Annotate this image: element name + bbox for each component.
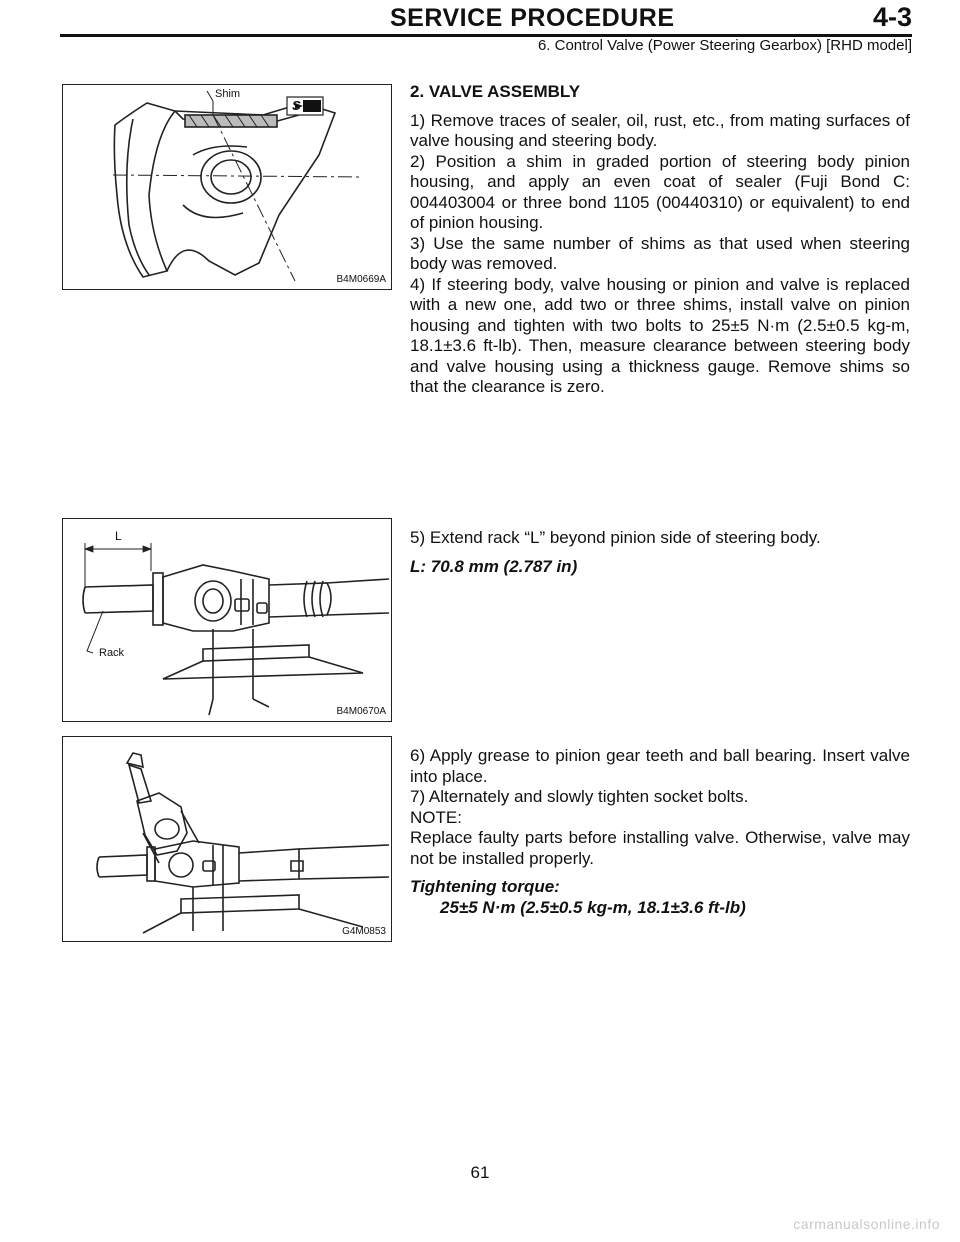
sealer-symbol-label: S xyxy=(292,98,301,113)
header-title: SERVICE PROCEDURE xyxy=(390,4,675,32)
section-number: 4-3 xyxy=(872,2,912,32)
section-heading: 2. VALVE ASSEMBLY xyxy=(410,82,581,101)
shim-label: Shim xyxy=(215,88,241,100)
figure-code: G4M0853 xyxy=(342,926,386,937)
dimension-spec: L: 70.8 mm (2.787 in) xyxy=(410,556,578,576)
step-7: 7) Alternately and slowly tighten socket bolts. xyxy=(410,787,749,806)
torque-label: Tightening torque: xyxy=(410,877,560,896)
step-4: 4) If steering body, valve housing or pinion and valve is replaced with a new one, add two or three shims, install valve on pinion housing and tighten with two bolts to 25±5 N·m (2.5±0.5 kg-m, 18.1±3.6 ft-lb). Then, measure clearance between steering body and valve housing using a thickness gauge. Remove shims so that the clearance is zero. xyxy=(410,274,910,396)
step-3: 3) Use the same number of shims as that used when steering body was removed. xyxy=(410,233,910,273)
figure-rack-extension xyxy=(62,518,392,722)
page-number: 61 xyxy=(470,1163,490,1182)
valve-install-section xyxy=(410,746,910,918)
valve-assembly-section xyxy=(410,82,910,398)
torque-value: 25±5 N·m (2.5±0.5 kg-m, 18.1±3.6 ft-lb) xyxy=(440,897,746,917)
rack-extension-section xyxy=(410,528,910,577)
step-5: 5) Extend rack “L” beyond pinion side of steering body. xyxy=(410,528,821,547)
figure-valve-install xyxy=(62,736,392,942)
header-subtitle: 6. Control Valve (Power Steering Gearbox) [RHD model] xyxy=(537,37,912,54)
note-text: Replace faulty parts before installing valve. Otherwise, valve may not be installed properly. xyxy=(410,828,910,868)
figure-code: B4M0670A xyxy=(336,706,386,717)
step-6: 6) Apply grease to pinion gear teeth and ball bearing. Insert valve into place. xyxy=(410,746,910,786)
rack-label: Rack xyxy=(99,647,125,659)
figure-valve-install-drawing xyxy=(63,737,391,941)
figure-code: B4M0669A xyxy=(336,274,386,285)
step-1: 1) Remove traces of sealer, oil, rust, etc., from mating surfaces of valve housing and steering body. xyxy=(410,110,910,150)
dimension-l-label: L xyxy=(115,529,122,543)
watermark: carmanualsonline.info xyxy=(793,1216,940,1232)
note-label: NOTE: xyxy=(410,807,462,827)
figure-valve-shim-drawing xyxy=(63,85,391,289)
figure-rack-drawing xyxy=(63,519,391,721)
figure-valve-shim xyxy=(62,84,392,290)
step-2: 2) Position a shim in graded portion of steering body pinion housing, and apply an even coat of sealer (Fuji Bond C: 004403004 or three bond 1105 (00440310) or equivalent) to end of pinion housing. xyxy=(410,151,910,232)
